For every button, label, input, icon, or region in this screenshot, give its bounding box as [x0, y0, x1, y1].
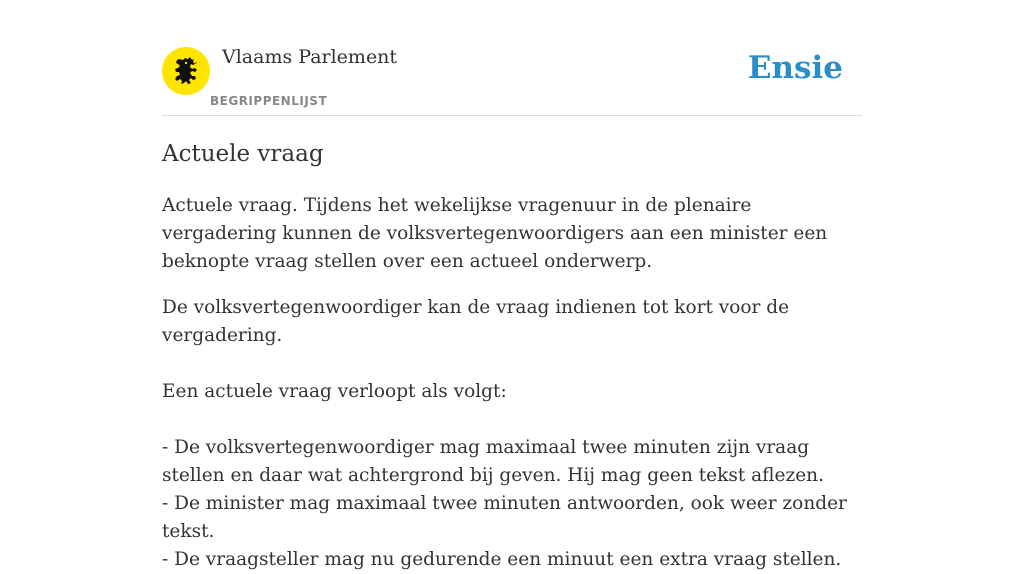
site-header — [162, 0, 862, 116]
spacer — [162, 406, 862, 434]
paragraph: De volksvertegenwoordiger kan de vraag indienen tot kort voor de vergadering. — [162, 297, 790, 346]
paragraph: Een actuele vraag verloopt als volgt: — [162, 381, 507, 402]
list-item: - De minister mag maximaal twee minuten antwoorden, ook weer zonder tekst. — [162, 493, 847, 542]
ensie-brand-logo[interactable]: Ensie — [747, 50, 843, 86]
paragraph: Actuele vraag. Tijdens het wekelijkse vragenuur in de plenaire vergadering kunnen de volksvertegenwoordigers aan een minister een beknopte vraag stellen over een actueel onderwerp. — [162, 195, 828, 272]
section-label[interactable]: BEGRIPPENLIJST — [210, 94, 328, 108]
org-name[interactable]: Vlaams Parlement — [222, 46, 398, 68]
list-item: - De vraagsteller mag nu gedurende een minuut een extra vraag stellen. — [162, 549, 842, 570]
list-item: - De volksvertegenwoordiger mag maximaal twee minuten zijn vraag stellen en daar wat achtergrond bij geven. Hij mag geen tekst aflezen. — [162, 437, 824, 486]
article-title: Actuele vraag — [162, 141, 324, 167]
spacer — [162, 350, 862, 378]
vlaams-parlement-logo[interactable] — [162, 47, 210, 95]
flemish-lion-icon — [162, 47, 210, 95]
article-body — [162, 192, 862, 574]
page — [162, 0, 862, 570]
